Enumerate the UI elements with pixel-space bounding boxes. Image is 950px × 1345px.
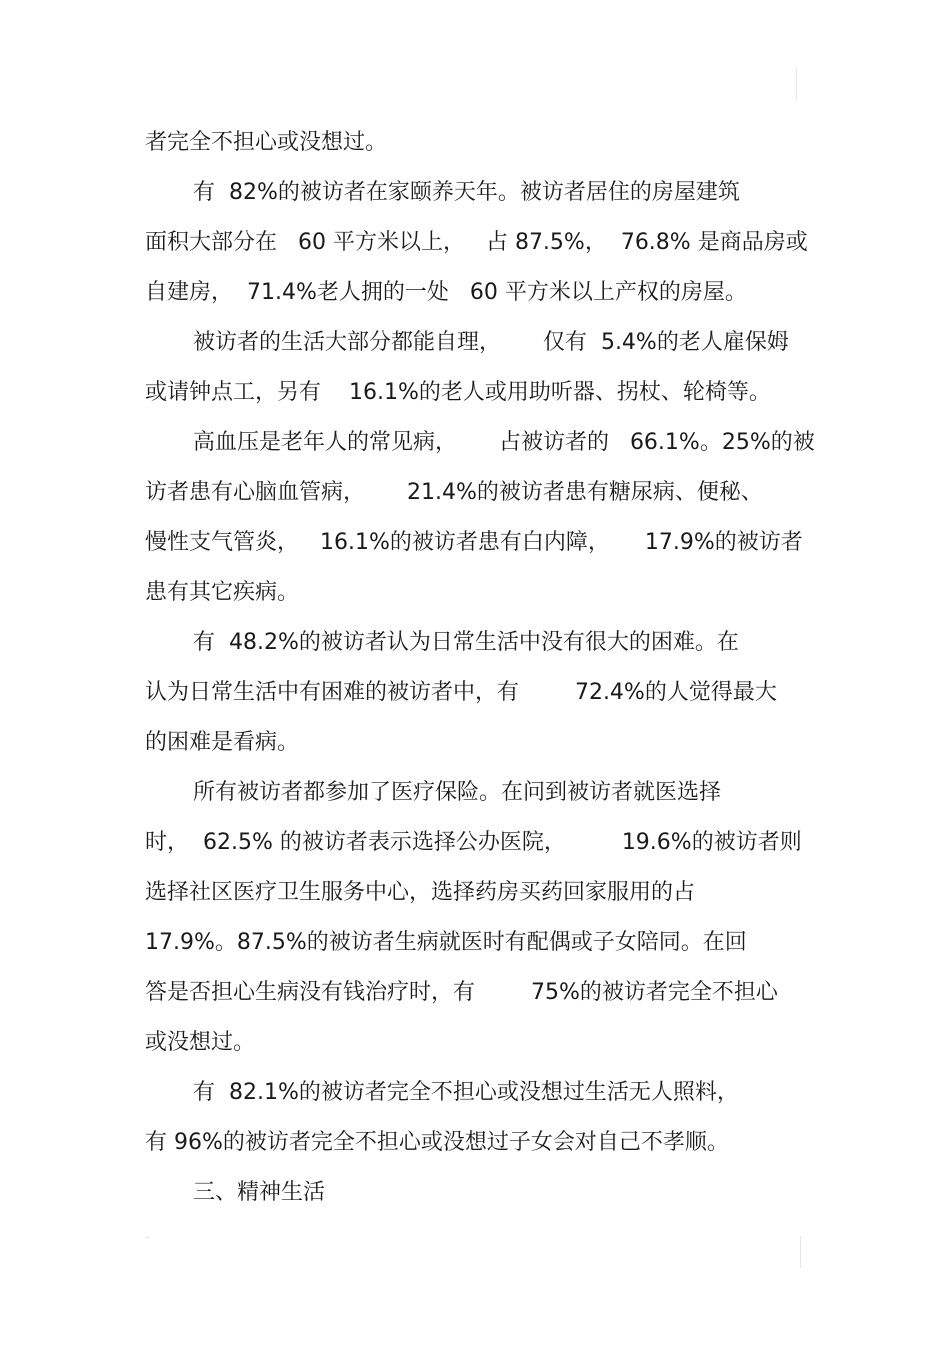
paragraph-line: 的困难是看病。 [145, 730, 300, 755]
page-edge-mark-bottom [800, 1236, 801, 1268]
paragraph-line: 有 48.2%的被访者认为日常生活中没有很大的困难。在 [193, 630, 739, 655]
page-edge-mark-top [796, 68, 797, 100]
paragraph-line: 17.9%。87.5%的被访者生病就医时有配偶或子女陪同。在回 [145, 930, 747, 955]
paragraph-line: 访者患有心脑血管病， 21.4%的被访者患有糖尿病、便秘、 [145, 480, 763, 505]
paragraph-line: 高血压是老年人的常见病， 占被访者的 66.1%。25%的被 [193, 430, 815, 455]
section-heading: 三、精神生活 [193, 1180, 326, 1205]
page-corner-mark [146, 1237, 149, 1238]
paragraph-line: 有 82%的被访者在家颐养天年。被访者居住的房屋建筑 [193, 180, 740, 205]
paragraph-line: 认为日常生活中有困难的被访者中，有 72.4%的人觉得最大 [145, 680, 777, 705]
paragraph-line: 有 82.1%的被访者完全不担心或没想过生活无人照料， [193, 1080, 739, 1105]
paragraph-line: 或没想过。 [145, 1030, 256, 1055]
paragraph-line: 自建房， 71.4%老人拥的一处 60 平方米以上产权的房屋。 [145, 280, 747, 305]
paragraph-line: 或请钟点工，另有 16.1%的老人或用助听器、拐杖、轮椅等。 [145, 380, 771, 405]
paragraph-line: 时， 62.5% 的被访者表示选择公办医院， 19.6%的被访者则 [145, 830, 802, 855]
paragraph-line: 面积大部分在 60 平方米以上， 占 87.5%， 76.8% 是商品房或 [145, 230, 808, 255]
paragraph-line: 被访者的生活大部分都能自理， 仅有 5.4%的老人雇保姆 [193, 330, 789, 355]
paragraph-line: 慢性支气管炎， 16.1%的被访者患有白内障， 17.9%的被访者 [145, 530, 803, 555]
paragraph-line: 所有被访者都参加了医疗保险。在问到被访者就医选择 [193, 780, 722, 805]
paragraph-line: 患有其它疾病。 [145, 580, 300, 605]
paragraph-line: 答是否担心生病没有钱治疗时，有 75%的被访者完全不担心 [145, 980, 778, 1005]
paragraph-line: 有 96%的被访者完全不担心或没想过子女会对自己不孝顺。 [145, 1130, 729, 1155]
paragraph-line: 者完全不担心或没想过。 [145, 130, 388, 155]
paragraph-line: 选择社区医疗卫生服务中心，选择药房买药回家服用的占 [145, 880, 696, 905]
